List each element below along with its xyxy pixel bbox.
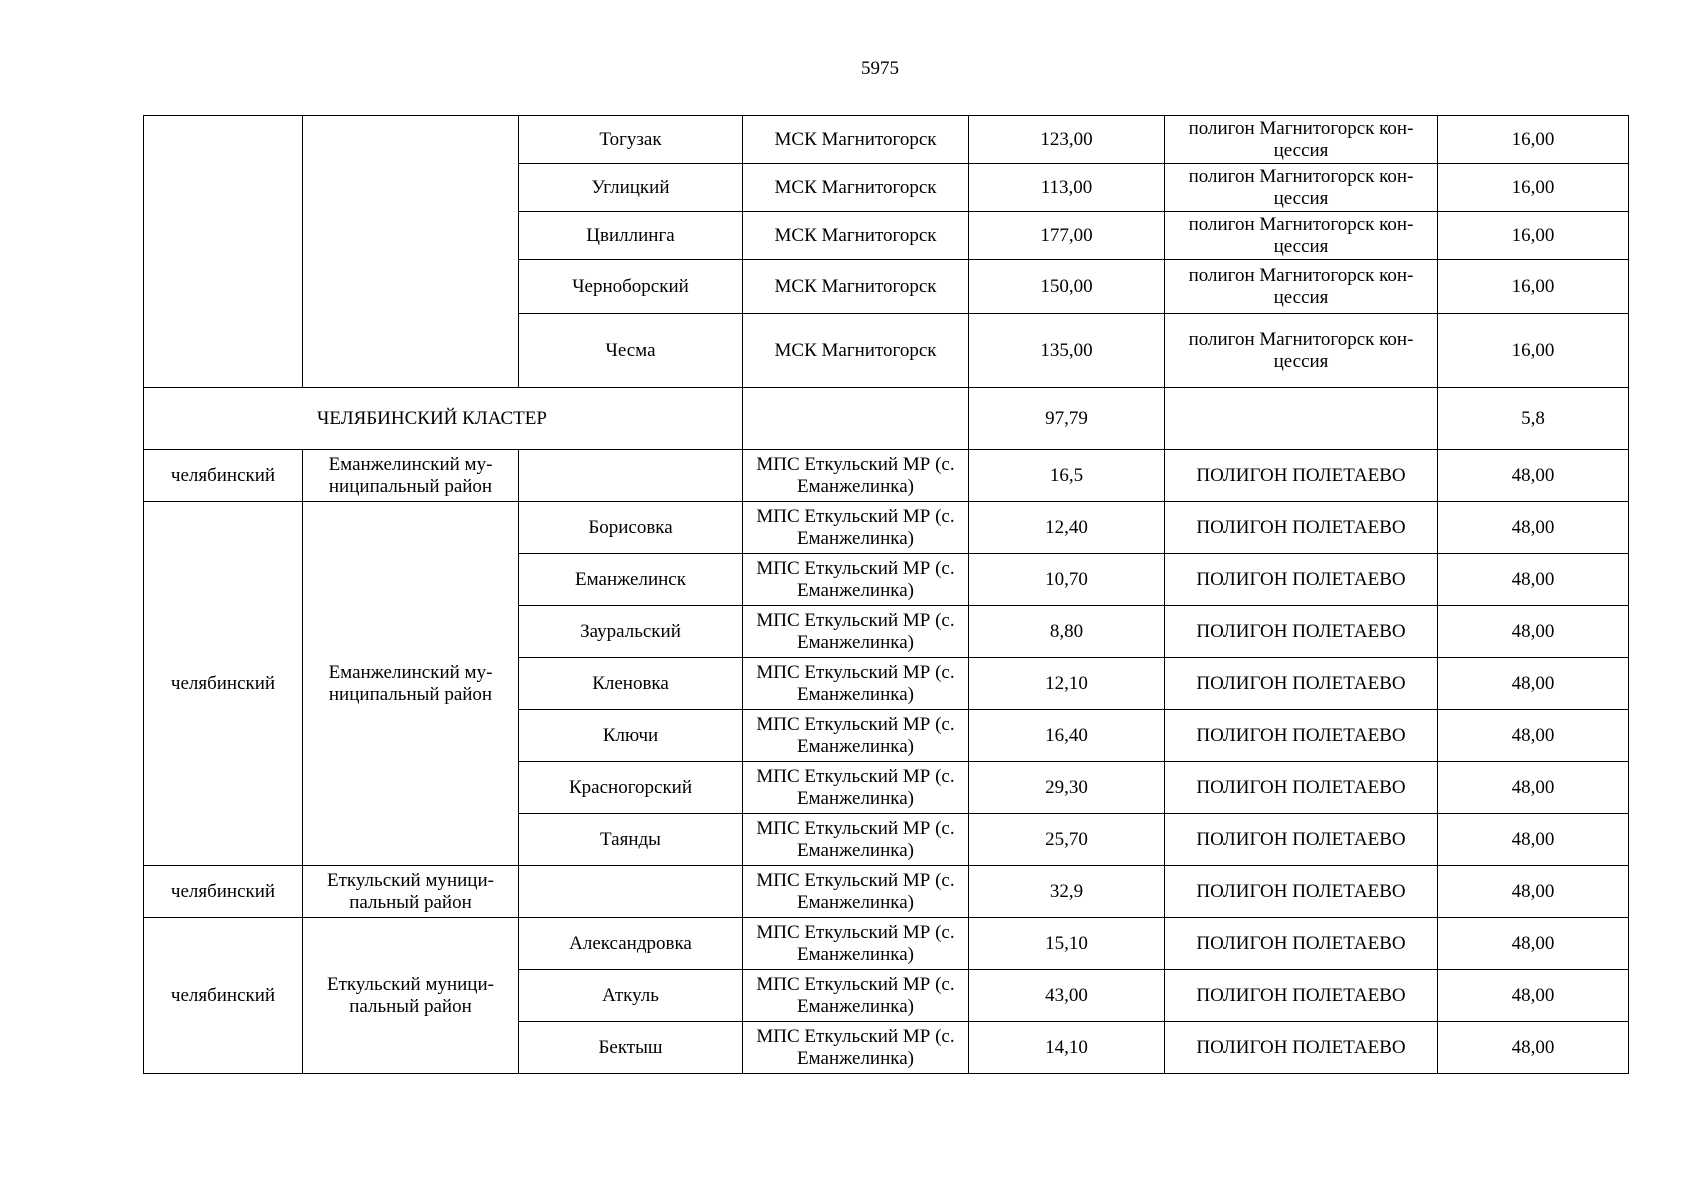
source-cell: МСК Магнитогорск bbox=[743, 314, 969, 388]
destination-cell: полигон Магнитогорск кон-цессия bbox=[1165, 212, 1438, 260]
source-cell: МПС Еткульский МР (с. Еманжелинка) bbox=[743, 554, 969, 606]
cluster-cell bbox=[144, 116, 303, 388]
district-summary-row bbox=[144, 866, 1629, 918]
district-cell: Еткульский муници-пальный район bbox=[303, 866, 519, 918]
destination-cell: ПОЛИГОН ПОЛЕТАЕВО bbox=[1165, 970, 1438, 1022]
page-number: 5975 bbox=[861, 58, 899, 79]
cluster-distance: 97,79 bbox=[969, 388, 1165, 450]
tariff-cell: 48,00 bbox=[1438, 1022, 1629, 1074]
source-cell: МПС Еткульский МР (с. Еманжелинка) bbox=[743, 918, 969, 970]
distance-cell: 14,10 bbox=[969, 1022, 1165, 1074]
source-cell: МПС Еткульский МР (с. Еманжелинка) bbox=[743, 710, 969, 762]
cluster-header-row bbox=[144, 388, 1629, 450]
destination-cell: ПОЛИГОН ПОЛЕТАЕВО bbox=[1165, 554, 1438, 606]
source-cell: МПС Еткульский МР (с. Еманжелинка) bbox=[743, 450, 969, 502]
tariff-cell: 48,00 bbox=[1438, 450, 1629, 502]
source-cell bbox=[743, 388, 969, 450]
source-cell: МСК Магнитогорск bbox=[743, 260, 969, 314]
destination-cell: ПОЛИГОН ПОЛЕТАЕВО bbox=[1165, 814, 1438, 866]
table-row bbox=[144, 918, 1629, 970]
source-cell: МСК Магнитогорск bbox=[743, 116, 969, 164]
distance-cell: 113,00 bbox=[969, 164, 1165, 212]
district-cell: Еманжелинский му-ниципальный район bbox=[303, 502, 519, 866]
source-cell: МПС Еткульский МР (с. Еманжелинка) bbox=[743, 502, 969, 554]
tariff-cell: 48,00 bbox=[1438, 762, 1629, 814]
tariff-cell: 48,00 bbox=[1438, 606, 1629, 658]
table-row bbox=[144, 116, 1629, 164]
locality-cell bbox=[519, 866, 743, 918]
tariff-cell: 16,00 bbox=[1438, 314, 1629, 388]
locality-cell: Цвиллинга bbox=[519, 212, 743, 260]
locality-cell: Красногорский bbox=[519, 762, 743, 814]
distance-cell: 135,00 bbox=[969, 314, 1165, 388]
tariff-cell: 48,00 bbox=[1438, 866, 1629, 918]
cluster-cell: челябинский bbox=[144, 450, 303, 502]
destination-cell: полигон Магнитогорск кон-цессия bbox=[1165, 314, 1438, 388]
locality-cell: Тогузак bbox=[519, 116, 743, 164]
cluster-name: ЧЕЛЯБИНСКИЙ КЛАСТЕР bbox=[144, 388, 743, 450]
distance-cell: 123,00 bbox=[969, 116, 1165, 164]
tariff-cell: 16,00 bbox=[1438, 164, 1629, 212]
distance-cell: 12,10 bbox=[969, 658, 1165, 710]
destination-cell: ПОЛИГОН ПОЛЕТАЕВО bbox=[1165, 762, 1438, 814]
cluster-cell: челябинский bbox=[144, 918, 303, 1074]
district-cell: Еткульский муници-пальный район bbox=[303, 918, 519, 1074]
destination-cell bbox=[1165, 388, 1438, 450]
distance-cell: 150,00 bbox=[969, 260, 1165, 314]
distance-cell: 12,40 bbox=[969, 502, 1165, 554]
tariff-cell: 48,00 bbox=[1438, 502, 1629, 554]
distance-cell: 15,10 bbox=[969, 918, 1165, 970]
distance-cell: 43,00 bbox=[969, 970, 1165, 1022]
locality-cell: Борисовка bbox=[519, 502, 743, 554]
tariff-cell: 48,00 bbox=[1438, 814, 1629, 866]
destination-cell: ПОЛИГОН ПОЛЕТАЕВО bbox=[1165, 606, 1438, 658]
destination-cell: ПОЛИГОН ПОЛЕТАЕВО bbox=[1165, 710, 1438, 762]
tariff-cell: 16,00 bbox=[1438, 116, 1629, 164]
destination-cell: ПОЛИГОН ПОЛЕТАЕВО bbox=[1165, 866, 1438, 918]
locality-cell bbox=[519, 450, 743, 502]
district-cell bbox=[303, 116, 519, 388]
tariff-cell: 16,00 bbox=[1438, 260, 1629, 314]
locality-cell: Черноборский bbox=[519, 260, 743, 314]
source-cell: МПС Еткульский МР (с. Еманжелинка) bbox=[743, 866, 969, 918]
tariff-cell: 48,00 bbox=[1438, 710, 1629, 762]
destination-cell: полигон Магнитогорск кон-цессия bbox=[1165, 116, 1438, 164]
distance-cell: 29,30 bbox=[969, 762, 1165, 814]
source-cell: МСК Магнитогорск bbox=[743, 164, 969, 212]
locality-cell: Зауральский bbox=[519, 606, 743, 658]
table-row bbox=[144, 502, 1629, 554]
tariff-cell: 48,00 bbox=[1438, 554, 1629, 606]
distance-cell: 8,80 bbox=[969, 606, 1165, 658]
source-cell: МПС Еткульский МР (с. Еманжелинка) bbox=[743, 658, 969, 710]
locality-cell: Углицкий bbox=[519, 164, 743, 212]
locality-cell: Бектыш bbox=[519, 1022, 743, 1074]
locality-cell: Кленовка bbox=[519, 658, 743, 710]
locality-cell: Чесма bbox=[519, 314, 743, 388]
source-cell: МПС Еткульский МР (с. Еманжелинка) bbox=[743, 814, 969, 866]
cluster-cell: челябинский bbox=[144, 502, 303, 866]
distance-cell: 16,40 bbox=[969, 710, 1165, 762]
distance-cell: 32,9 bbox=[969, 866, 1165, 918]
destination-cell: полигон Магнитогорск кон-цессия bbox=[1165, 260, 1438, 314]
district-cell: Еманжелинский му-ниципальный район bbox=[303, 450, 519, 502]
distance-cell: 177,00 bbox=[969, 212, 1165, 260]
destination-cell: полигон Магнитогорск кон-цессия bbox=[1165, 164, 1438, 212]
destination-cell: ПОЛИГОН ПОЛЕТАЕВО bbox=[1165, 502, 1438, 554]
distance-cell: 25,70 bbox=[969, 814, 1165, 866]
distance-cell: 10,70 bbox=[969, 554, 1165, 606]
distance-cell: 16,5 bbox=[969, 450, 1165, 502]
locality-cell: Таянды bbox=[519, 814, 743, 866]
source-cell: МПС Еткульский МР (с. Еманжелинка) bbox=[743, 762, 969, 814]
tariff-cell: 48,00 bbox=[1438, 970, 1629, 1022]
tariff-cell: 48,00 bbox=[1438, 918, 1629, 970]
locality-cell: Александровка bbox=[519, 918, 743, 970]
destination-cell: ПОЛИГОН ПОЛЕТАЕВО bbox=[1165, 658, 1438, 710]
destination-cell: ПОЛИГОН ПОЛЕТАЕВО bbox=[1165, 1022, 1438, 1074]
destination-cell: ПОЛИГОН ПОЛЕТАЕВО bbox=[1165, 450, 1438, 502]
tariff-cell: 48,00 bbox=[1438, 658, 1629, 710]
cluster-tariff: 5,8 bbox=[1438, 388, 1629, 450]
source-cell: МПС Еткульский МР (с. Еманжелинка) bbox=[743, 970, 969, 1022]
source-cell: МПС Еткульский МР (с. Еманжелинка) bbox=[743, 606, 969, 658]
tariff-cell: 16,00 bbox=[1438, 212, 1629, 260]
destination-cell: ПОЛИГОН ПОЛЕТАЕВО bbox=[1165, 918, 1438, 970]
waste-routes-table bbox=[143, 115, 1629, 1074]
locality-cell: Ключи bbox=[519, 710, 743, 762]
source-cell: МПС Еткульский МР (с. Еманжелинка) bbox=[743, 1022, 969, 1074]
locality-cell: Еманжелинск bbox=[519, 554, 743, 606]
district-summary-row bbox=[144, 450, 1629, 502]
cluster-cell: челябинский bbox=[144, 866, 303, 918]
source-cell: МСК Магнитогорск bbox=[743, 212, 969, 260]
locality-cell: Аткуль bbox=[519, 970, 743, 1022]
